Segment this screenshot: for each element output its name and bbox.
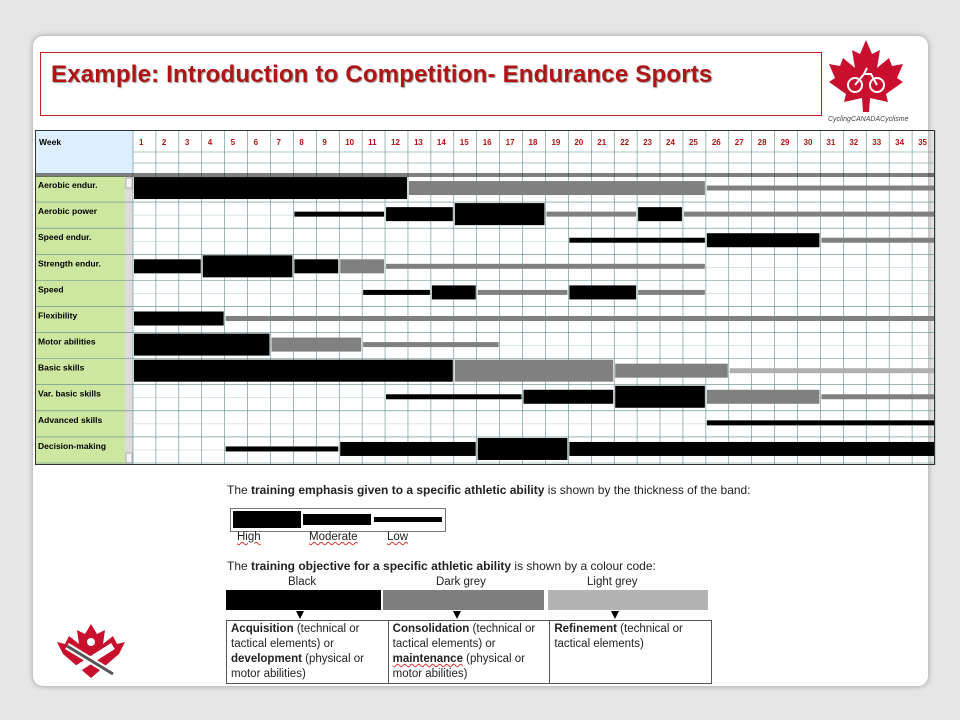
training-band — [340, 259, 384, 273]
ability-label: Speed — [38, 284, 64, 295]
week-number-label: 13 — [413, 138, 423, 147]
week-number-label: 29 — [780, 138, 790, 147]
training-band — [386, 207, 453, 221]
week-number-label: 30 — [803, 138, 813, 147]
ability-label: Decision-making — [38, 440, 107, 451]
week-number-label: 33 — [872, 138, 882, 147]
thickness-low-band — [374, 517, 442, 522]
ability-label: Motor abilities — [38, 336, 96, 347]
training-band — [707, 233, 820, 247]
training-band — [730, 368, 934, 373]
week-number-label: 2 — [161, 138, 167, 147]
maple-leaf-logo-icon — [826, 38, 906, 113]
scrollbar-track — [125, 176, 133, 465]
acquisition-cell: Acquisition (technical or tactical elements) or development (physical or motor abilities) — [227, 621, 389, 683]
week-number-label: 17 — [505, 138, 515, 147]
training-band — [203, 255, 293, 277]
training-band — [134, 312, 224, 326]
training-band — [478, 438, 568, 460]
week-number-label: 1 — [139, 138, 144, 147]
training-band — [707, 186, 934, 191]
thickness-legend-bold: training emphasis given to a specific athletic ability — [251, 483, 545, 497]
week-number-label: 31 — [826, 138, 836, 147]
ability-label: Basic skills — [38, 362, 85, 373]
training-band — [226, 446, 339, 451]
ability-label: Flexibility — [38, 310, 78, 321]
training-band — [638, 207, 682, 221]
week-number-label: 34 — [895, 138, 905, 147]
refinement-cell: Refinement (technical or tactical elements) — [554, 623, 683, 650]
training-band — [707, 390, 820, 404]
week-number-label: 11 — [368, 138, 377, 147]
title-box — [40, 52, 822, 116]
ability-label: Aerobic endur. — [38, 180, 98, 190]
week-number-label: 23 — [643, 138, 653, 147]
colour-legend-text: The training objective for a specific athletic ability is shown by a colour code: — [227, 559, 656, 573]
arrow-down-icon — [611, 611, 619, 619]
week-number-label: 16 — [482, 138, 492, 147]
training-band — [455, 203, 545, 225]
week-number-label: 10 — [345, 138, 355, 147]
week-number-label: 26 — [711, 138, 721, 147]
dark-grey-label: Dark grey — [436, 576, 486, 588]
training-band — [821, 238, 934, 243]
week-number-label: 20 — [574, 138, 584, 147]
black-colour-bar — [226, 590, 381, 610]
training-chart — [35, 130, 938, 465]
week-number-label: 4 — [207, 138, 213, 147]
training-band — [569, 442, 934, 456]
training-band — [363, 290, 430, 295]
slide-title: Example: Introduction to Competition- Endurance Sports — [51, 61, 713, 88]
week-number-label: 7 — [276, 138, 281, 147]
thickness-high-label: High — [237, 531, 261, 543]
week-number-label: 22 — [620, 138, 630, 147]
ability-label: Speed endur. — [38, 232, 92, 243]
thickness-sample-box — [230, 508, 446, 532]
ability-label: Strength endur. — [38, 258, 101, 269]
week-number-label: 27 — [734, 138, 744, 147]
training-band — [455, 360, 613, 382]
training-band — [134, 334, 269, 356]
week-number-label: 28 — [757, 138, 767, 147]
week-number-label: 12 — [391, 138, 400, 147]
week-number-label: 25 — [688, 138, 698, 147]
week-number-label: 21 — [597, 138, 607, 147]
week-number-label: 6 — [253, 138, 259, 147]
week-number-label: 5 — [230, 138, 236, 147]
thickness-low-label: Low — [387, 531, 409, 543]
training-band — [478, 290, 568, 295]
arrow-down-icon — [296, 611, 304, 619]
logo-brand-text: CyclingCANADACyclisme — [828, 116, 909, 123]
training-band — [615, 364, 728, 378]
week-header-label: Week — [39, 137, 62, 147]
training-band — [409, 181, 705, 195]
arrow-down-icon — [453, 611, 461, 619]
week-number-label: 32 — [849, 138, 859, 147]
training-band — [386, 394, 521, 399]
thickness-legend-text: The training emphasis given to a specific athletic ability is shown by the thickness of the band: — [227, 483, 751, 497]
training-band — [821, 394, 934, 399]
training-band — [363, 342, 498, 347]
training-band — [432, 285, 476, 299]
ability-label: Var. basic skills — [38, 388, 101, 399]
training-band — [707, 420, 934, 425]
training-band — [615, 386, 705, 408]
light-grey-label: Light grey — [587, 576, 638, 588]
scroll-up-button — [126, 178, 132, 188]
thickness-moderate-band — [303, 514, 371, 525]
ltad-logo-icon — [55, 622, 127, 680]
week-number-label: 35 — [918, 138, 927, 147]
training-band — [134, 177, 407, 199]
training-band — [684, 212, 934, 217]
training-band — [546, 212, 636, 217]
colour-code-table — [226, 620, 712, 684]
training-band — [569, 238, 704, 243]
thickness-moderate-label: Moderate — [309, 531, 358, 543]
week-number-label: 15 — [459, 138, 469, 147]
ability-label: Aerobic power — [38, 206, 98, 217]
week-number-label: 19 — [551, 138, 561, 147]
training-band — [294, 259, 338, 273]
week-number-label: 8 — [299, 138, 304, 147]
week-number-label: 14 — [436, 138, 446, 147]
week-number-label: 3 — [184, 138, 190, 147]
training-band — [340, 442, 475, 456]
training-band — [294, 212, 384, 217]
training-band — [134, 360, 453, 382]
scroll-down-button — [126, 453, 132, 463]
training-band — [386, 264, 705, 269]
black-label: Black — [288, 576, 317, 588]
training-band — [271, 338, 361, 352]
training-band — [226, 316, 934, 321]
training-band — [524, 390, 614, 404]
week-number-label: 24 — [666, 138, 675, 147]
thickness-high-band — [233, 511, 301, 528]
week-number-label: 18 — [528, 138, 538, 147]
light-grey-colour-bar — [548, 590, 708, 610]
week-number-label: 9 — [322, 138, 327, 147]
training-band — [638, 290, 705, 295]
consolidation-cell: Consolidation (technical or tactical elements) or maintenance (physical or motor abilities) — [389, 621, 551, 683]
training-band — [569, 285, 636, 299]
dark-grey-colour-bar — [383, 590, 544, 610]
colour-legend-bold: training objective for a specific athletic ability — [251, 559, 512, 573]
ability-label: Advanced skills — [38, 414, 103, 425]
training-band — [134, 259, 201, 273]
